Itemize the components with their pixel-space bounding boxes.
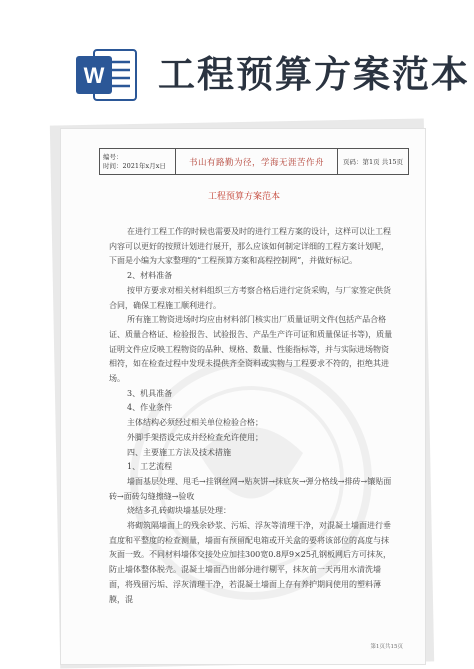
page-footer: 第1页共15页	[370, 644, 403, 650]
svg-text:W: W	[83, 63, 105, 88]
header-date: 时间：2021年x月x日	[103, 162, 166, 170]
document-page	[60, 128, 426, 665]
section-heading: 烧结多孔砖砌块墙基层处理：	[127, 506, 231, 516]
header-page: 页码：第1页 共15页	[343, 158, 403, 166]
section-heading: 1、工艺流程	[127, 462, 173, 472]
paragraph: 按甲方要求对相关材料组织三方考察合格后进行定货采购，与厂家签定供货合同，确保工程施工顺利进行。	[109, 285, 391, 310]
document-body	[109, 225, 395, 607]
banner-title: 工程预算方案范本	[158, 52, 470, 96]
document-title: 工程预算方案范本	[207, 192, 280, 202]
header-motto: 书山有路勤为径，学海无涯苦作舟	[176, 149, 338, 174]
section-heading: 3、机具准备	[127, 388, 173, 398]
document-banner	[0, 0, 474, 120]
section-heading: 2、材料准备	[127, 271, 173, 281]
paragraph: 在进行工程工作的时候也需要及时的进行工程方案的设计，这样可以让工程内容可以更好的按照计划进行展开，那么应该如何制定详细的工程方案计划呢，下面是小编为大家整理的“工程预算方案和高程控制网”，并做好标记。	[109, 227, 391, 266]
section-heading: 四、主要施工方法及技术措施	[127, 447, 231, 457]
document-header-table	[99, 148, 409, 175]
paragraph: 所有施工物资进场时均应由材料部门核实出厂质量证明文件(包括产品合格证、质量合格证、检验报告、试验报告、产品生产许可证和质量保证书等)，质量证明文件应反映工程物资的品种、规格、数量、性能指标等，并与实际进场物资相符，如在检查过程中发现未提供齐全资料或实物与工程要求不符的，拒绝其进场。	[109, 315, 393, 384]
section-heading: 4、作业条件	[127, 403, 173, 413]
paragraph: 将砌筑隔墙面上的残余砂浆、污垢、浮灰等清理干净，对混凝土墙面进行垂直度和平整度的检查测量，墙面有预留配电箱或开关盒的要将该部位的高度与抹灰面一致。不同材料墙体交接处应加挂300宽0.8厚9×25孔钢板网后方可抹灰，防止墙体整体脱壳。混凝土墙面凸出部分进行剔平，抹灰前一天再用水清洗墙面，将残留污垢、浮灰清理干净，若混凝土墙面上存有养护期间使用的塑料薄膜，混	[109, 521, 391, 604]
list-item: 外脚手架搭设完成并经检查允许使用；	[127, 432, 263, 442]
paragraph: 墙面基层处理、甩毛→挂钢丝网→贴灰饼→抹底灰→弹分格线→排砖→镶贴面砖→面砖勾缝擦缝→验收	[109, 476, 392, 501]
header-number: 编号：	[103, 153, 123, 161]
microsoft-word-icon	[74, 46, 138, 104]
header-meta	[100, 149, 176, 174]
list-item: 主体结构必须经过相关单位检验合格；	[127, 418, 263, 428]
